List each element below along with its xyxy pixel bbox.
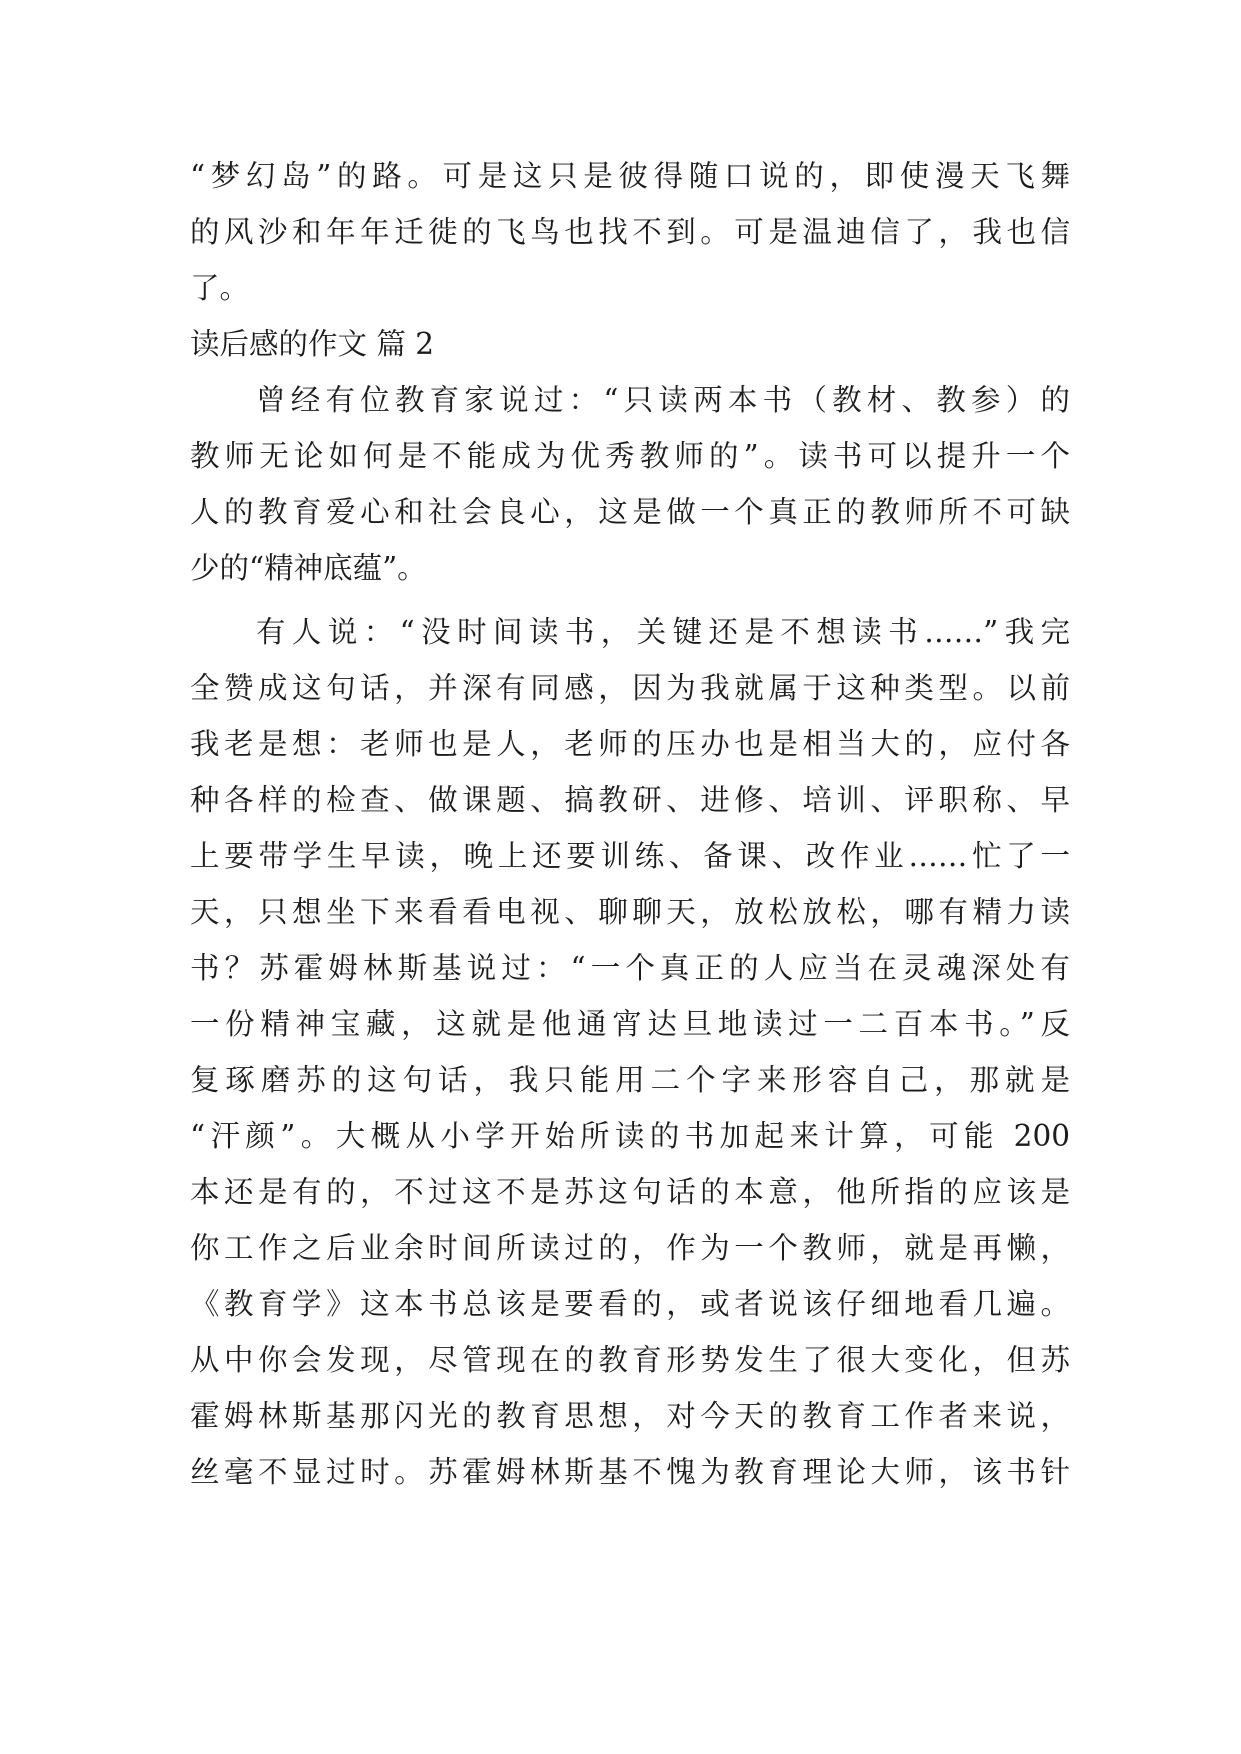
text-line: 我老是想：老师也是人，老师的压办也是相当大的，应付各 xyxy=(190,727,1070,761)
text-line: 的风沙和年年迁徙的飞鸟也找不到。可是温迪信了，我也信 xyxy=(190,215,1070,249)
paragraph-two xyxy=(190,604,1070,1500)
text-line: “梦幻岛”的路。可是这只是彼得随口说的，即使漫天飞舞 xyxy=(190,159,1070,193)
text-line: 曾经有位教育家说过：“只读两本书（教材、教参）的 xyxy=(256,383,1070,417)
text-line: 少的“精神底蕴”。 xyxy=(190,551,427,585)
text-line: “汗颜”。大概从小学开始所读的书加起来计算，可能 200 xyxy=(190,1119,1070,1153)
text-line: 了。 xyxy=(190,271,250,305)
text-line: 书？苏霍姆林斯基说过：“一个真正的人应当在灵魂深处有 xyxy=(190,951,1070,985)
text-line: 从中你会发现，尽管现在的教育形势发生了很大变化，但苏 xyxy=(190,1343,1070,1377)
intro-paragraph xyxy=(190,148,1070,316)
text-line: 教师无论如何是不能成为优秀教师的”。读书可以提升一个 xyxy=(190,439,1070,473)
text-line: 霍姆林斯基那闪光的教育思想，对今天的教育工作者来说， xyxy=(190,1399,1070,1433)
text-line: 丝毫不显过时。苏霍姆林斯基不愧为教育理论大师，该书针 xyxy=(190,1455,1070,1489)
text-line: 天，只想坐下来看看电视、聊聊天，放松放松，哪有精力读 xyxy=(190,895,1070,929)
text-line: 你工作之后业余时间所读过的，作为一个教师，就是再懒， xyxy=(190,1231,1070,1265)
text-line: 《教育学》这本书总该是要看的，或者说该仔细地看几遍。 xyxy=(190,1287,1070,1321)
text-line: 本还是有的，不过这不是苏这句话的本意，他所指的应该是 xyxy=(190,1175,1070,1209)
text-line: 一份精神宝藏，这就是他通宵达旦地读过一二百本书。”反 xyxy=(190,1007,1070,1041)
text-line: 种各样的检查、做课题、搞教研、进修、培训、评职称、早 xyxy=(190,783,1070,817)
text-line: 全赞成这句话，并深有同感，因为我就属于这种类型。以前 xyxy=(190,671,1070,705)
text-line: 人的教育爱心和社会良心，这是做一个真正的教师所不可缺 xyxy=(190,495,1070,529)
text-line: 复琢磨苏的这句话，我只能用二个字来形容自己，那就是 xyxy=(190,1063,1070,1097)
text-line: 上要带学生早读，晚上还要训练、备课、改作业……忙了一 xyxy=(190,839,1070,873)
paragraph-one xyxy=(190,372,1070,596)
section-heading: 读后感的作文 篇 2 xyxy=(190,327,435,361)
text-line: 有人说：“没时间读书，关键还是不想读书……”我完 xyxy=(256,615,1070,649)
document-body xyxy=(190,148,1070,1500)
